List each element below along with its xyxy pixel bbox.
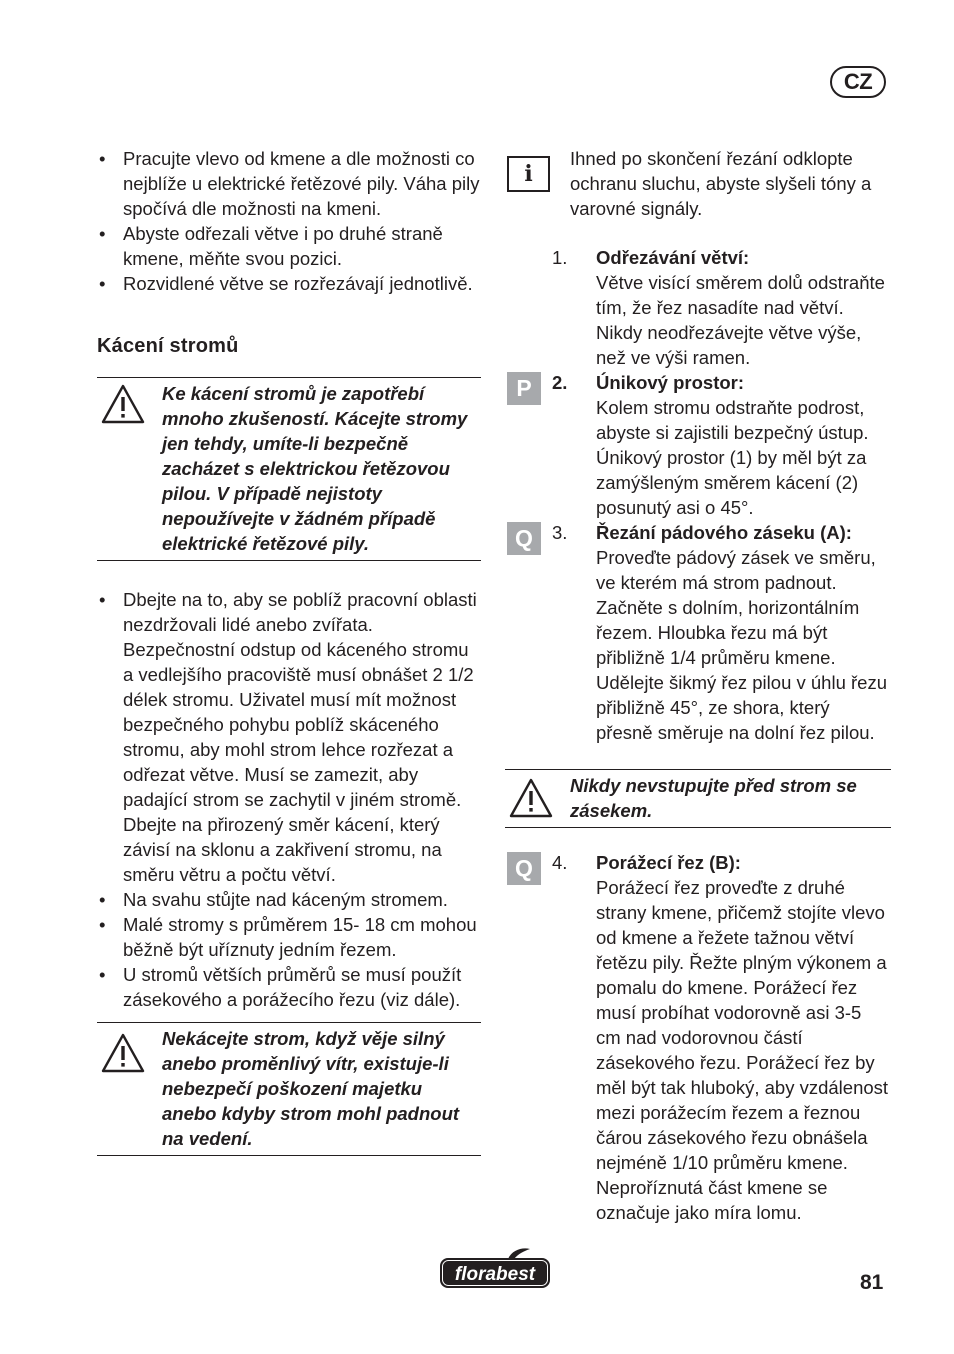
list-item: • Abyste odřezali větve i po druhé straně kmene, měňte svou pozici. [97,221,481,271]
step-title: Únikový prostor: [596,372,745,393]
logo-text: florabest [454,1264,536,1285]
page-number: 81 [860,1271,884,1294]
step-4 [505,850,891,1225]
warning-triangle-icon [101,1033,145,1073]
step-1 [505,245,891,370]
warning-text: Nekácejte strom, když věje silný anebo proměnlivý vítr, existuje-li nebezpečí poškození majetku anebo kdyby strom mohl padnout na vedení. [162,1028,460,1149]
florabest-logo [438,1246,552,1290]
warning-text: Ke kácení stromů je zapotřebí mnoho zkušeností. Kácejte stromy jen tehdy, umíte-li bezpečně zacházet s elektrickou řetězovou pilou. V případě nejistoty nepoužívejte v žádném případě elektrické řetězové pily. [162,383,468,554]
step-text: Větve visící směrem dolů odstraňte tím, že řez nasadíte nad větví. Nikdy neodřezávejte větve výše, než ve výši ramen. [596,272,885,368]
list-item: • Na svahu stůjte nad káceným stromem. [97,887,481,912]
right-column [505,146,891,1225]
bullet-list-top [97,146,481,296]
figure-badge: Q [507,852,541,885]
warning-box-2 [97,1022,481,1156]
warning-triangle-icon [509,778,553,818]
list-item: • Malé stromy s průměrem 15- 18 cm mohou běžně být uříznuty jedním řezem. [97,912,481,962]
language-badge: CZ [830,66,886,98]
info-text: Ihned po skončení řezání odklopte ochranu sluchu, abyste slyšeli tóny a varovné signály. [570,148,872,219]
step-title: Porážecí řez (B): [596,852,741,873]
figure-badge: P [507,372,541,405]
list-item: • Dbejte na to, aby se poblíž pracovní oblasti nezdržovali lidé anebo zvířata. Bezpečnostní odstup od káceného stromu a vedlejšího pracoviště musí obnášet 2 1/2 délek stromu. Uživatel musí mít možnost bezpečného pohybu poblíž skáceného stromu, aby mohl strom lehce rozřezat a odřezat větve. Musí se zamezit, aby padající strom se zachytil v jiném stromě. Dbejte na přirozený směr kácení, který závisí na sklonu a zakřivení stromu, na směru větru a počtu větví. [97,587,481,887]
list-item: • Rozvidlené větve se rozřezávají jednotlivě. [97,271,481,296]
left-column [97,146,481,1156]
info-note [505,146,891,221]
step-number: 3. [552,522,568,543]
figure-badge: Q [507,522,541,555]
step-number: 2. [552,372,568,393]
list-item: • Pracujte vlevo od kmene a dle možnosti co nejblíže u elektrické řetězové pily. Váha pily spočívá dle možnosti na kmeni. [97,146,481,221]
warning-triangle-icon [101,384,145,424]
step-number: 4. [552,852,568,873]
step-text: Proveďte pádový zásek ve směru, ve kterém má strom padnout. Začněte s dolním, horizontálním řezem. Hloubka řezu má být přibližně 1/4 průměru kmene. Udělejte šikmý řez pilou v úhlu řezu přibližně 45°, ze shora, který přesně směruje na dolní řez pilou. [596,547,887,743]
step-text: Kolem stromu odstraňte podrost, abyste si zajistili bezpečný ústup. Únikový prostor (1) by měl být za zamýšleným směrem kácení (2) posunutý asi o 45°. [596,397,869,518]
warning-text: Nikdy nevstupujte před strom se zásekem. [570,775,857,821]
step-number: 1. [552,247,568,268]
list-item: • U stromů větších průměrů se musí použít zásekového a porážecího řezu (viz dále). [97,962,481,1012]
section-heading: Kácení stromů [97,335,239,357]
step-3 [505,520,891,745]
warning-box-3 [505,769,891,828]
bullet-list-middle [97,587,481,1012]
step-title: Řezání pádového záseku (A): [596,522,852,543]
warning-box-1 [97,377,481,561]
step-title: Odřezávání větví: [596,247,750,268]
step-text: Porážecí řez proveďte z druhé strany kmene, přičemž stojíte vlevo od kmene a řežete tažnou větví řetězu pily. Řežte plným výkonem a pomalu do kmene. Porážecí řez musí probíhat vodorovně asi 3-5 cm nad vodorovnou částí zásekového řezu. Porážecí řez by měl být tak hluboký, aby vzdálenost mezi porážecím řezem a řeznou čárou zásekového řezu obnášela nejméně 1/10 průměru kmene. Neproříznutá část kmene se označuje jako míra lomu. [596,877,889,1223]
step-2 [505,370,891,520]
info-icon: i [507,156,550,192]
